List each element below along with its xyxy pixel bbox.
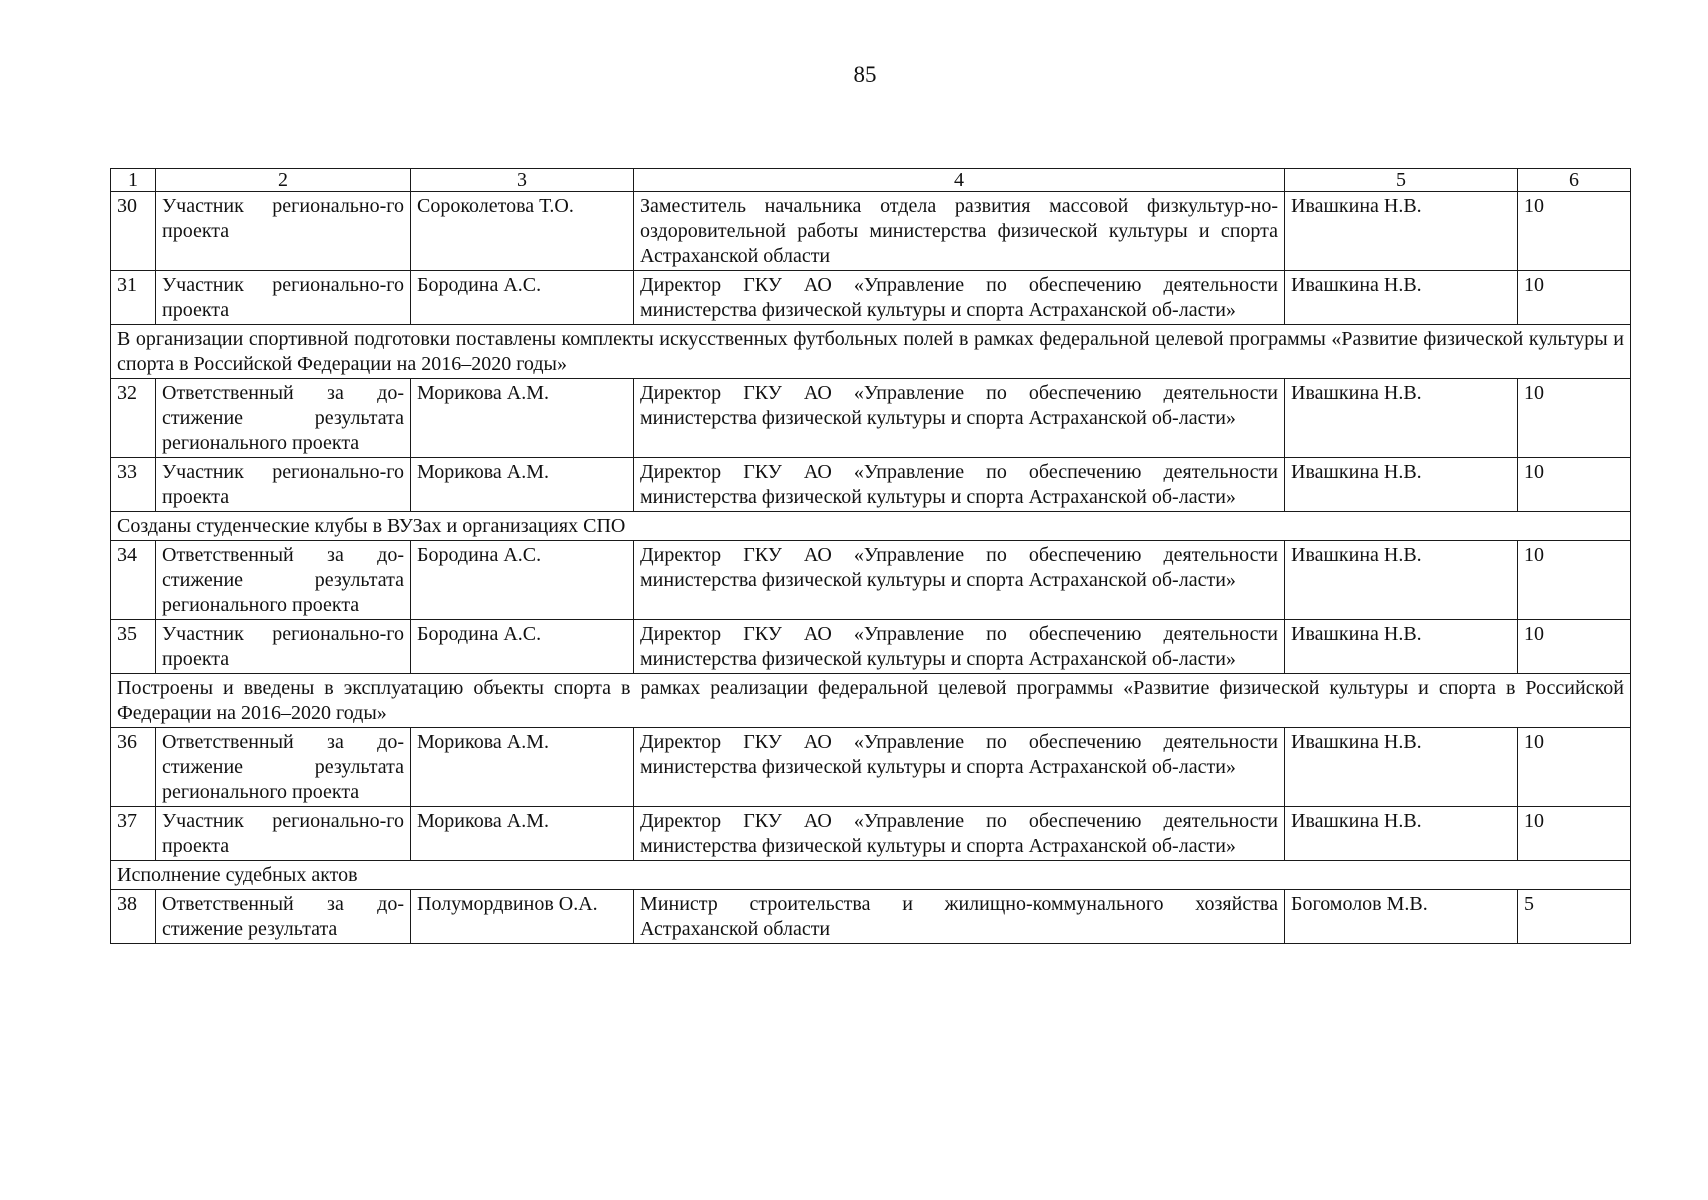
- row-number: 35: [111, 620, 156, 674]
- role-cell: Ответственный за до-стижение результата регионального проекта: [156, 541, 411, 620]
- value-cell: 10: [1518, 379, 1631, 458]
- section-heading-row: [111, 325, 1631, 379]
- supervisor-cell: Ивашкина Н.В.: [1285, 271, 1518, 325]
- row-number: 38: [111, 890, 156, 944]
- table-row: [111, 541, 1631, 620]
- page-number: 85: [853, 62, 877, 87]
- supervisor-cell: Богомолов М.В.: [1285, 890, 1518, 944]
- value-cell: 10: [1518, 458, 1631, 512]
- name-cell: Морикова А.М.: [411, 379, 634, 458]
- section-heading-row: [111, 861, 1631, 890]
- value-cell: 10: [1518, 541, 1631, 620]
- row-number: 37: [111, 807, 156, 861]
- value-cell: 10: [1518, 807, 1631, 861]
- table-row: [111, 890, 1631, 944]
- role-cell: Участник регионально-го проекта: [156, 620, 411, 674]
- position-cell: Министр строительства и жилищно-коммунального хозяйства Астраханской области: [634, 890, 1285, 944]
- name-cell: Морикова А.М.: [411, 458, 634, 512]
- row-number: 30: [111, 192, 156, 271]
- table-row: [111, 620, 1631, 674]
- name-cell: Полумордвинов О.А.: [411, 890, 634, 944]
- value-cell: 10: [1518, 620, 1631, 674]
- supervisor-cell: Ивашкина Н.В.: [1285, 458, 1518, 512]
- value-cell: 10: [1518, 728, 1631, 807]
- role-cell: Участник регионально-го проекта: [156, 458, 411, 512]
- section-heading: Созданы студенческие клубы в ВУЗах и организациях СПО: [111, 512, 1631, 541]
- supervisor-cell: Ивашкина Н.В.: [1285, 620, 1518, 674]
- position-cell: Заместитель начальника отдела развития массовой физкультур-но-оздоровительной работы министерства физической культуры и спорта Астраханской области: [634, 192, 1285, 271]
- row-number: 36: [111, 728, 156, 807]
- column-header: 4: [634, 169, 1285, 192]
- table-row: [111, 807, 1631, 861]
- supervisor-cell: Ивашкина Н.В.: [1285, 541, 1518, 620]
- supervisor-cell: Ивашкина Н.В.: [1285, 728, 1518, 807]
- position-cell: Директор ГКУ АО «Управление по обеспечению деятельности министерства физической культуры и спорта Астраханской об-ласти»: [634, 620, 1285, 674]
- position-cell: Директор ГКУ АО «Управление по обеспечению деятельности министерства физической культуры и спорта Астраханской об-ласти»: [634, 807, 1285, 861]
- section-heading: В организации спортивной подготовки поставлены комплекты искусственных футбольных полей в рамках федеральной целевой программы «Развитие физической культуры и спорта в Российской Федерации на 2016–2020 годы»: [111, 325, 1631, 379]
- role-cell: Участник регионально-го проекта: [156, 807, 411, 861]
- name-cell: Бородина А.С.: [411, 541, 634, 620]
- supervisor-cell: Ивашкина Н.В.: [1285, 807, 1518, 861]
- role-cell: Ответственный за до-стижение результата регионального проекта: [156, 728, 411, 807]
- position-cell: Директор ГКУ АО «Управление по обеспечению деятельности министерства физической культуры и спорта Астраханской об-ласти»: [634, 458, 1285, 512]
- row-number: 34: [111, 541, 156, 620]
- value-cell: 5: [1518, 890, 1631, 944]
- table-header-row: [111, 169, 1631, 192]
- role-cell: Ответственный за до-стижение результата: [156, 890, 411, 944]
- section-heading: Построены и введены в эксплуатацию объекты спорта в рамках реализации федеральной целевой программы «Развитие физической культуры и спорта в Российской Федерации на 2016–2020 годы»: [111, 674, 1631, 728]
- row-number: 33: [111, 458, 156, 512]
- name-cell: Морикова А.М.: [411, 807, 634, 861]
- position-cell: Директор ГКУ АО «Управление по обеспечению деятельности министерства физической культуры и спорта Астраханской об-ласти»: [634, 728, 1285, 807]
- section-heading-row: [111, 674, 1631, 728]
- supervisor-cell: Ивашкина Н.В.: [1285, 192, 1518, 271]
- name-cell: Морикова А.М.: [411, 728, 634, 807]
- table-row: [111, 192, 1631, 271]
- section-heading-row: [111, 512, 1631, 541]
- role-cell: Участник регионально-го проекта: [156, 192, 411, 271]
- row-number: 31: [111, 271, 156, 325]
- supervisor-cell: Ивашкина Н.В.: [1285, 379, 1518, 458]
- section-heading: Исполнение судебных актов: [111, 861, 1631, 890]
- name-cell: Бородина А.С.: [411, 271, 634, 325]
- table-row: [111, 458, 1631, 512]
- role-cell: Участник регионально-го проекта: [156, 271, 411, 325]
- table-row: [111, 728, 1631, 807]
- name-cell: Сороколетова Т.О.: [411, 192, 634, 271]
- name-cell: Бородина А.С.: [411, 620, 634, 674]
- column-header: 3: [411, 169, 634, 192]
- column-header: 2: [156, 169, 411, 192]
- table-row: [111, 271, 1631, 325]
- role-cell: Ответственный за до-стижение результата регионального проекта: [156, 379, 411, 458]
- column-header: 1: [111, 169, 156, 192]
- position-cell: Директор ГКУ АО «Управление по обеспечению деятельности министерства физической культуры и спорта Астраханской об-ласти»: [634, 271, 1285, 325]
- row-number: 32: [111, 379, 156, 458]
- column-header: 5: [1285, 169, 1518, 192]
- position-cell: Директор ГКУ АО «Управление по обеспечению деятельности министерства физической культуры и спорта Астраханской об-ласти»: [634, 541, 1285, 620]
- table-row: [111, 379, 1631, 458]
- value-cell: 10: [1518, 192, 1631, 271]
- position-cell: Директор ГКУ АО «Управление по обеспечению деятельности министерства физической культуры и спорта Астраханской об-ласти»: [634, 379, 1285, 458]
- responsibility-table: [110, 168, 1631, 944]
- value-cell: 10: [1518, 271, 1631, 325]
- column-header: 6: [1518, 169, 1631, 192]
